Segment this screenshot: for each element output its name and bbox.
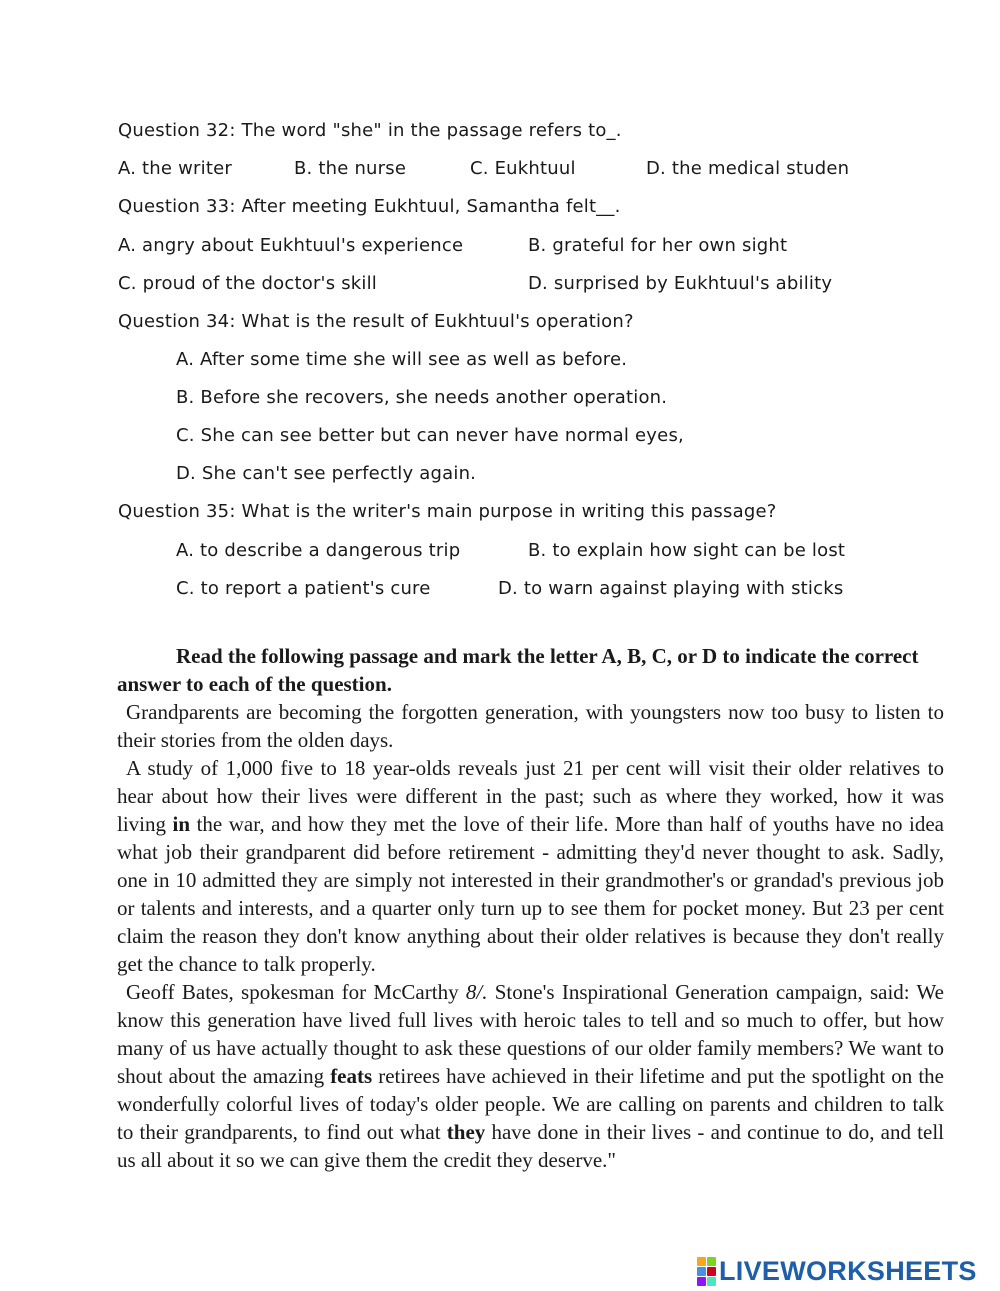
highlighted-word-in: in (172, 812, 191, 836)
question-35-stem: Question 35: What is the writer's main purpose in writing this passage? (118, 501, 777, 522)
reading-passage (117, 642, 944, 1174)
liveworksheets-logo[interactable] (697, 1256, 977, 1286)
liveworksheets-logo-icon (697, 1257, 716, 1286)
question-32-option-a[interactable]: A. the writer (118, 158, 232, 179)
question-32-stem: Question 32: The word "she" in the passage refers to_. (118, 120, 622, 141)
question-35-option-d[interactable]: D. to warn against playing with sticks (498, 578, 844, 599)
question-33-option-d[interactable]: D. surprised by Eukhtuul's ability (528, 273, 833, 294)
question-35-option-c[interactable]: C. to report a patient's cure (176, 578, 431, 599)
question-35-option-b[interactable]: B. to explain how sight can be lost (528, 540, 846, 561)
passage-paragraph-1: Grandparents are becoming the forgotten generation, with youngsters now too busy to listen to their stories from the olden days. (117, 700, 944, 752)
passage-instruction: Read the following passage and mark the letter A, B, C, or D to indicate the correct answer to each of the question. (117, 644, 919, 696)
question-33-option-b[interactable]: B. grateful for her own sight (528, 235, 788, 256)
question-34-option-c[interactable]: C. She can see better but can never have normal eyes, (176, 425, 684, 446)
passage-paragraph-2: A study of 1,000 five to 18 year-olds reveals just 21 per cent will visit their older relatives to hear about how their lives were different in the past; such as where they worked, how it was living in the war, and how they met the love of their life. More than half of youths have no idea what job their grandparent did before retirement - admitting they'd never thought to ask. Sadly, one in 10 admitted they are simply not interested in their grandmother's or grandad's previous job or talents and interests, and a quarter only turn up to see them for pocket money. But 23 per cent claim the reason they don't know anything about their older relatives is because they don't really get the chance to talk properly. (117, 756, 944, 976)
question-33-option-a[interactable]: A. angry about Eukhtuul's experience (118, 235, 464, 256)
question-34-option-a[interactable]: A. After some time she will see as well as before. (176, 349, 628, 370)
liveworksheets-logo-text: LIVEWORKSHEETS (719, 1255, 977, 1286)
question-32-option-d[interactable]: D. the medical studen (646, 158, 850, 179)
question-33-stem: Question 33: After meeting Eukhtuul, Samantha felt__. (118, 196, 621, 217)
question-32-option-b[interactable]: B. the nurse (294, 158, 407, 179)
question-33-option-c[interactable]: C. proud of the doctor's skill (118, 273, 378, 294)
question-34-option-b[interactable]: B. Before she recovers, she needs another operation. (176, 387, 668, 408)
question-35-option-a[interactable]: A. to describe a dangerous trip (176, 540, 461, 561)
question-34-option-d[interactable]: D. She can't see perfectly again. (176, 463, 477, 484)
question-32-option-c[interactable]: C. Eukhtuul (470, 158, 576, 179)
passage-paragraph-3: Geoff Bates, spokesman for McCarthy 8/. Stone's Inspirational Generation campaign, said: We know this generation have lived full lives with heroic tales to tell and so much to offer, but how many of us have actually thought to ask these questions of our older family members? We want to shout about the amazing feats retirees have achieved in their lifetime and put the spotlight on the wonderfully colorful lives of today's older people. We are calling on parents and children to talk to their grandparents, to find out what they have done in their lives - and continue to do, and tell us all about it so we can give them the credit they deserve." (117, 980, 945, 1172)
highlighted-word-feats: feats (330, 1064, 373, 1088)
highlighted-word-they: they (446, 1120, 486, 1144)
question-34-stem: Question 34: What is the result of Eukhtuul's operation? (118, 311, 634, 332)
